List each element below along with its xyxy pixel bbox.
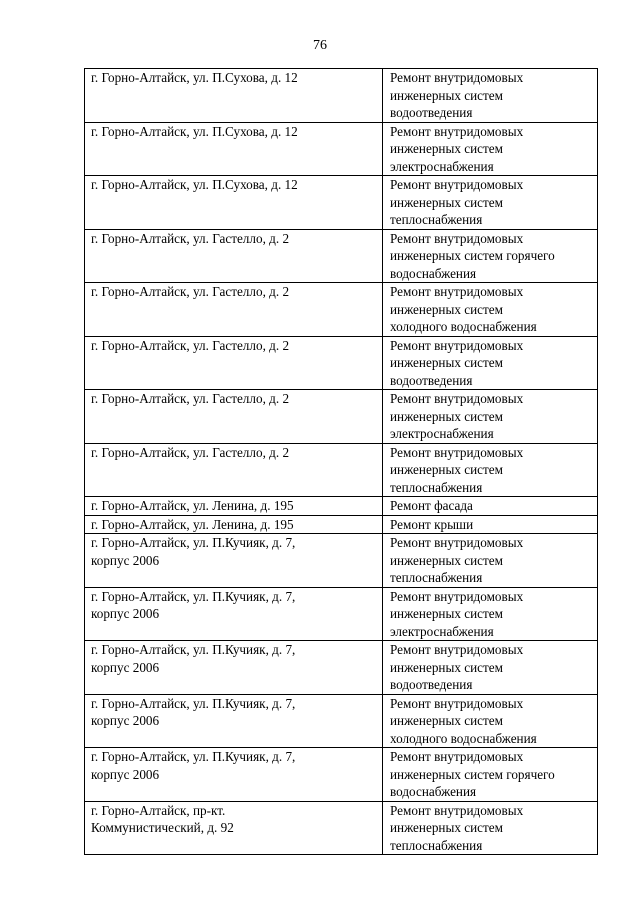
- work-line: Ремонт внутридомовых: [390, 284, 524, 299]
- table-row: [85, 390, 598, 444]
- work-line: инженерных систем: [390, 355, 503, 370]
- repair-table-body: [85, 69, 598, 855]
- work-cell: [383, 443, 598, 497]
- work-line: Ремонт внутридомовых: [390, 749, 524, 764]
- address-line: г. Горно-Алтайск, ул. Ленина, д. 195: [91, 516, 294, 532]
- work-line: теплоснабжения: [390, 837, 483, 853]
- address-line: корпус 2006: [91, 766, 160, 782]
- address-cell: [85, 497, 383, 516]
- address-line: г. Горно-Алтайск, ул. Гастелло, д. 2: [91, 337, 290, 353]
- table-row: [85, 694, 598, 748]
- work-line: Ремонт внутридомовых: [390, 802, 524, 818]
- table-row: [85, 122, 598, 176]
- work-cell: [383, 748, 598, 802]
- work-line: Ремонт внутридомовых: [390, 588, 524, 604]
- address-cell: [85, 534, 383, 588]
- address-cell: [85, 229, 383, 283]
- address-line: корпус 2006: [91, 552, 160, 568]
- table-row: [85, 336, 598, 390]
- table-row: [85, 69, 598, 123]
- address-line: г. Горно-Алтайск, ул. Гастелло, д. 2: [91, 444, 290, 460]
- work-line: Ремонт внутридомовых: [390, 535, 524, 550]
- work-cell: [383, 390, 598, 444]
- work-line: Ремонт крыши: [390, 516, 474, 532]
- address-line: г. Горно-Алтайск, ул. П.Сухова, д. 12: [91, 177, 298, 192]
- work-line: инженерных систем: [390, 194, 503, 210]
- work-cell: [383, 283, 598, 337]
- address-line: г. Горно-Алтайск, ул. Гастелло, д. 2: [91, 230, 290, 246]
- address-line: г. Горно-Алтайск, ул. П.Кучияк, д. 7,: [91, 749, 296, 764]
- work-cell: [383, 534, 598, 588]
- work-line: Ремонт фасада: [390, 498, 473, 513]
- work-cell: [383, 122, 598, 176]
- work-line: инженерных систем горячего: [390, 248, 555, 263]
- work-line: теплоснабжения: [390, 570, 483, 585]
- address-cell: [85, 390, 383, 444]
- work-cell: [383, 515, 598, 534]
- work-line: водоотведения: [390, 677, 473, 692]
- work-cell: [383, 336, 598, 390]
- table-row: [85, 534, 598, 588]
- address-line: г. Горно-Алтайск, ул. П.Кучияк, д. 7,: [91, 535, 296, 550]
- address-line: г. Горно-Алтайск, ул. П.Кучияк, д. 7,: [91, 642, 296, 657]
- work-line: инженерных систем: [390, 552, 503, 568]
- address-line: Коммунистический, д. 92: [91, 820, 234, 835]
- work-line: инженерных систем: [390, 141, 503, 156]
- work-line: инженерных систем: [390, 606, 503, 621]
- work-line: водоотведения: [390, 105, 473, 120]
- address-line: г. Горно-Алтайск, ул. Ленина, д. 195: [91, 498, 294, 513]
- table-row: [85, 176, 598, 230]
- address-cell: [85, 515, 383, 534]
- address-line: г. Горно-Алтайск, ул. П.Сухова, д. 12: [91, 70, 298, 85]
- address-cell: [85, 641, 383, 695]
- work-line: Ремонт внутридомовых: [390, 642, 524, 657]
- work-line: холодного водоснабжения: [390, 319, 537, 334]
- address-line: г. Горно-Алтайск, ул. Гастелло, д. 2: [91, 391, 290, 406]
- work-line: электроснабжения: [390, 623, 494, 639]
- work-line: инженерных систем: [390, 820, 503, 835]
- work-cell: [383, 587, 598, 641]
- work-line: инженерных систем: [390, 87, 503, 103]
- table-row: [85, 497, 598, 516]
- address-line: г. Горно-Алтайск, ул. П.Кучияк, д. 7,: [91, 588, 296, 604]
- address-line: корпус 2006: [91, 713, 160, 728]
- table-row: [85, 515, 598, 534]
- work-line: инженерных систем: [390, 301, 503, 317]
- work-line: электроснабжения: [390, 426, 494, 441]
- work-line: инженерных систем: [390, 408, 503, 424]
- address-line: г. Горно-Алтайск, ул. П.Сухова, д. 12: [91, 123, 298, 139]
- address-line: г. Горно-Алтайск, пр-кт.: [91, 802, 226, 818]
- work-cell: [383, 801, 598, 855]
- table-row: [85, 283, 598, 337]
- table-row: [85, 748, 598, 802]
- address-cell: [85, 748, 383, 802]
- work-line: электроснабжения: [390, 158, 494, 174]
- table-row: [85, 587, 598, 641]
- work-line: теплоснабжения: [390, 212, 483, 227]
- work-line: водоотведения: [390, 372, 473, 388]
- address-cell: [85, 122, 383, 176]
- work-line: Ремонт внутридомовых: [390, 695, 524, 711]
- address-cell: [85, 801, 383, 855]
- address-cell: [85, 283, 383, 337]
- work-line: Ремонт внутридомовых: [390, 70, 524, 85]
- address-line: корпус 2006: [91, 659, 160, 675]
- work-line: водоснабжения: [390, 784, 477, 799]
- page-number: 76: [313, 38, 327, 53]
- work-line: инженерных систем: [390, 659, 503, 675]
- work-line: холодного водоснабжения: [390, 730, 537, 746]
- work-cell: [383, 229, 598, 283]
- work-line: Ремонт внутридомовых: [390, 391, 524, 406]
- address-cell: [85, 694, 383, 748]
- work-line: инженерных систем: [390, 713, 503, 728]
- work-line: инженерных систем: [390, 462, 503, 477]
- work-line: теплоснабжения: [390, 479, 483, 495]
- address-line: корпус 2006: [91, 606, 160, 621]
- work-line: Ремонт внутридомовых: [390, 177, 524, 192]
- address-cell: [85, 176, 383, 230]
- address-cell: [85, 443, 383, 497]
- work-line: Ремонт внутридомовых: [390, 123, 524, 139]
- work-line: водоснабжения: [390, 265, 477, 281]
- table-row: [85, 641, 598, 695]
- work-line: Ремонт внутридомовых: [390, 230, 524, 246]
- table-row: [85, 229, 598, 283]
- work-cell: [383, 641, 598, 695]
- work-cell: [383, 694, 598, 748]
- address-cell: [85, 336, 383, 390]
- address-line: г. Горно-Алтайск, ул. Гастелло, д. 2: [91, 284, 290, 299]
- work-line: Ремонт внутридомовых: [390, 444, 524, 460]
- work-line: инженерных систем горячего: [390, 766, 555, 782]
- table-row: [85, 443, 598, 497]
- address-cell: [85, 69, 383, 123]
- address-line: г. Горно-Алтайск, ул. П.Кучияк, д. 7,: [91, 695, 296, 711]
- work-cell: [383, 497, 598, 516]
- address-cell: [85, 587, 383, 641]
- repair-table: [84, 68, 598, 855]
- work-line: Ремонт внутридомовых: [390, 337, 524, 353]
- table-row: [85, 801, 598, 855]
- work-cell: [383, 176, 598, 230]
- work-cell: [383, 69, 598, 123]
